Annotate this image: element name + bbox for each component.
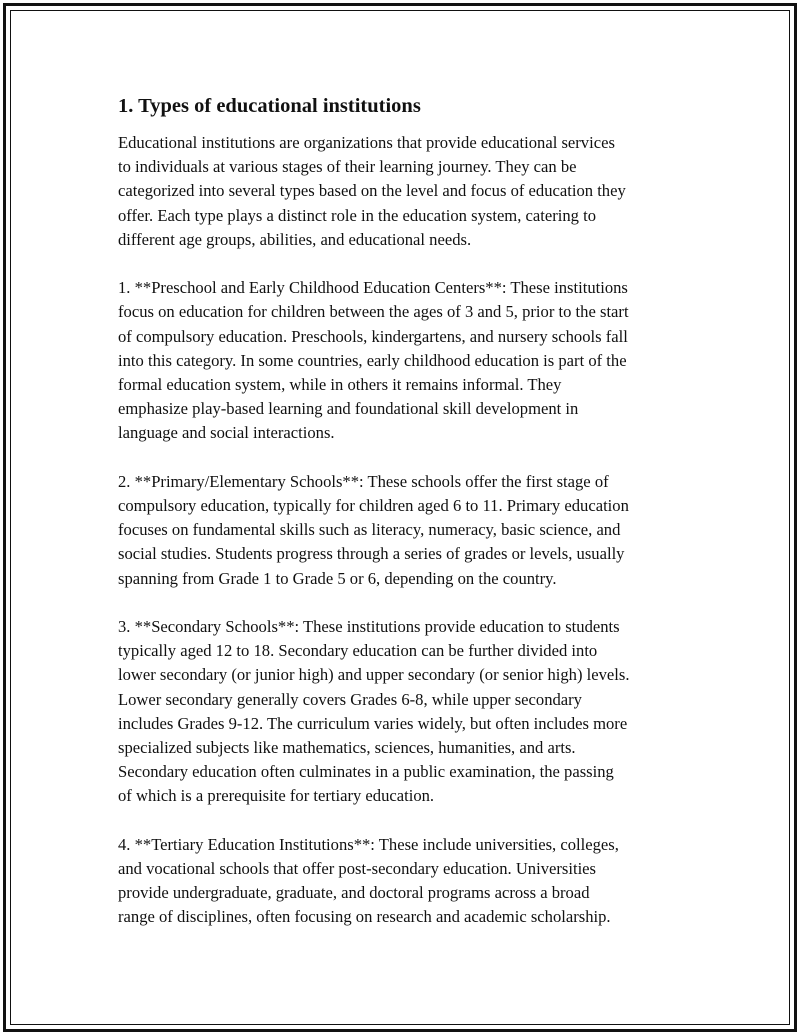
text-line: 3. **Secondary Schools**: These institutions provide education to students (118, 617, 620, 637)
text-line: emphasize play-based learning and foundational skill development in (118, 399, 579, 419)
text-line: formal education system, while in others it remains informal. They (118, 375, 562, 395)
text-line: provide undergraduate, graduate, and doctoral programs across a broad (118, 883, 590, 903)
text-line: range of disciplines, often focusing on research and academic scholarship. (118, 907, 611, 927)
text-line: 2. **Primary/Elementary Schools**: These schools offer the first stage of (118, 471, 609, 491)
text-line: into this category. In some countries, early childhood education is part of the (118, 350, 627, 370)
text-line: lower secondary (or junior high) and upper secondary (or senior high) levels. (118, 665, 630, 685)
text-line: typically aged 12 to 18. Secondary education can be further divided into (118, 641, 598, 661)
text-line: Lower secondary generally covers Grades 6-8, while upper secondary (118, 689, 582, 709)
tertiary-paragraph (118, 833, 690, 930)
text-line: language and social interactions. (118, 423, 335, 443)
text-line: and vocational schools that offer post-secondary education. Universities (118, 859, 597, 879)
document-body (118, 92, 690, 954)
intro-paragraph (118, 131, 690, 252)
text-line: specialized subjects like mathematics, sciences, humanities, and arts. (118, 738, 576, 758)
secondary-schools-paragraph (118, 615, 690, 809)
section-heading: 1. Types of educational institutions (118, 95, 421, 117)
text-line: social studies. Students progress through a series of grades or levels, usually (118, 544, 625, 564)
text-line: focus on education for children between the ages of 3 and 5, prior to the start (118, 302, 629, 322)
text-line: compulsory education, typically for children aged 6 to 11. Primary education (118, 496, 629, 516)
text-line: to individuals at various stages of their learning journey. They can be (118, 157, 577, 177)
text-line: of compulsory education. Preschools, kindergartens, and nursery schools fall (118, 326, 628, 346)
text-line: 4. **Tertiary Education Institutions**: These include universities, colleges, (118, 834, 619, 854)
text-line: Educational institutions are organizations that provide educational services (118, 133, 615, 152)
text-line: different age groups, abilities, and educational needs. (118, 229, 472, 249)
text-line: spanning from Grade 1 to Grade 5 or 6, depending on the country. (118, 568, 557, 588)
preschool-paragraph (118, 276, 690, 445)
primary-schools-paragraph (118, 470, 690, 591)
text-line: includes Grades 9-12. The curriculum varies widely, but often includes more (118, 713, 628, 733)
text-line: offer. Each type plays a distinct role in the education system, catering to (118, 205, 597, 225)
text-line: focuses on fundamental skills such as literacy, numeracy, basic science, and (118, 520, 621, 540)
text-line: categorized into several types based on the level and focus of education they (118, 181, 626, 201)
text-line: 1. **Preschool and Early Childhood Education Centers**: These institutions (118, 278, 628, 298)
text-line: Secondary education often culminates in a public examination, the passing (118, 762, 614, 782)
text-line: of which is a prerequisite for tertiary education. (118, 786, 435, 806)
